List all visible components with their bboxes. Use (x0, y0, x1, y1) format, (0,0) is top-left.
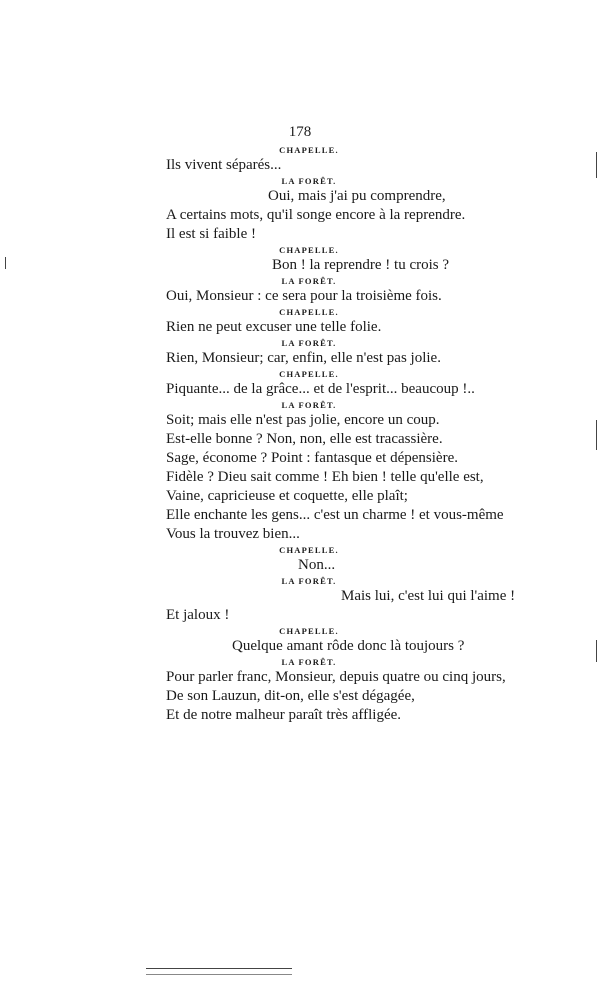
verse-line: Elle enchante les gens... c'est un charme ! et vous-même (166, 507, 504, 523)
speaker-label: CHAPELLE. (279, 545, 339, 555)
verse-line: Il est si faible ! (166, 226, 256, 242)
speaker-label: CHAPELLE. (279, 145, 339, 155)
verse-line: Rien, Monsieur; car, enfin, elle n'est pas jolie. (166, 350, 441, 366)
verse-line: Rien ne peut excuser une telle folie. (166, 319, 382, 335)
speaker-label: LA FORÊT. (281, 276, 337, 286)
verse-line: Vous la trouvez bien... (166, 526, 300, 542)
scan-mark (596, 152, 597, 178)
speaker-label: LA FORÊT. (281, 338, 337, 348)
verse-line: Et de notre malheur paraît très affligée. (166, 707, 402, 723)
verse-line: Mais lui, c'est lui qui l'aime ! (341, 588, 516, 604)
speaker-label: LA FORÊT. (281, 576, 337, 586)
speaker-label: LA FORÊT. (281, 400, 337, 410)
verse-line: Piquante... de la grâce... et de l'esprit... beaucoup !.. (166, 381, 475, 397)
bottom-edge-line (146, 968, 292, 969)
verse-line: Et jaloux ! (166, 607, 230, 623)
speaker-label: CHAPELLE. (279, 307, 339, 317)
speaker-label: CHAPELLE. (279, 369, 339, 379)
verse-line: Non... (298, 557, 336, 573)
verse-line: Sage, économe ? Point : fantasque et dépensière. (166, 450, 458, 466)
verse-line: Bon ! la reprendre ! tu crois ? (272, 257, 450, 273)
bottom-edge-line (146, 974, 292, 975)
verse-line: Vaine, capricieuse et coquette, elle plaît; (166, 488, 408, 504)
verse-line: Ils vivent séparés... (166, 157, 282, 173)
verse-line: Quelque amant rôde donc là toujours ? (232, 638, 465, 654)
scan-mark (596, 640, 597, 662)
scan-mark (596, 420, 597, 450)
speaker-label: CHAPELLE. (279, 626, 339, 636)
verse-line: Oui, Monsieur : ce sera pour la troisième fois. (166, 288, 442, 304)
page-number: 178 (288, 124, 312, 140)
verse-line: Soit; mais elle n'est pas jolie, encore un coup. (166, 412, 440, 428)
scan-mark (5, 257, 6, 269)
verse-line: A certains mots, qu'il songe encore à la reprendre. (166, 207, 466, 223)
speaker-label: LA FORÊT. (281, 176, 337, 186)
verse-line: Est-elle bonne ? Non, non, elle est tracassière. (166, 431, 443, 447)
verse-line: Fidèle ? Dieu sait comme ! Eh bien ! telle qu'elle est, (166, 469, 484, 485)
play-text (0, 144, 600, 725)
speaker-label: CHAPELLE. (279, 245, 339, 255)
verse-line: Oui, mais j'ai pu comprendre, (268, 188, 446, 204)
verse-line: Pour parler franc, Monsieur, depuis quatre ou cinq jours, (166, 669, 506, 685)
verse-line: De son Lauzun, dit-on, elle s'est dégagée, (166, 688, 415, 704)
speaker-label: LA FORÊT. (281, 657, 337, 667)
